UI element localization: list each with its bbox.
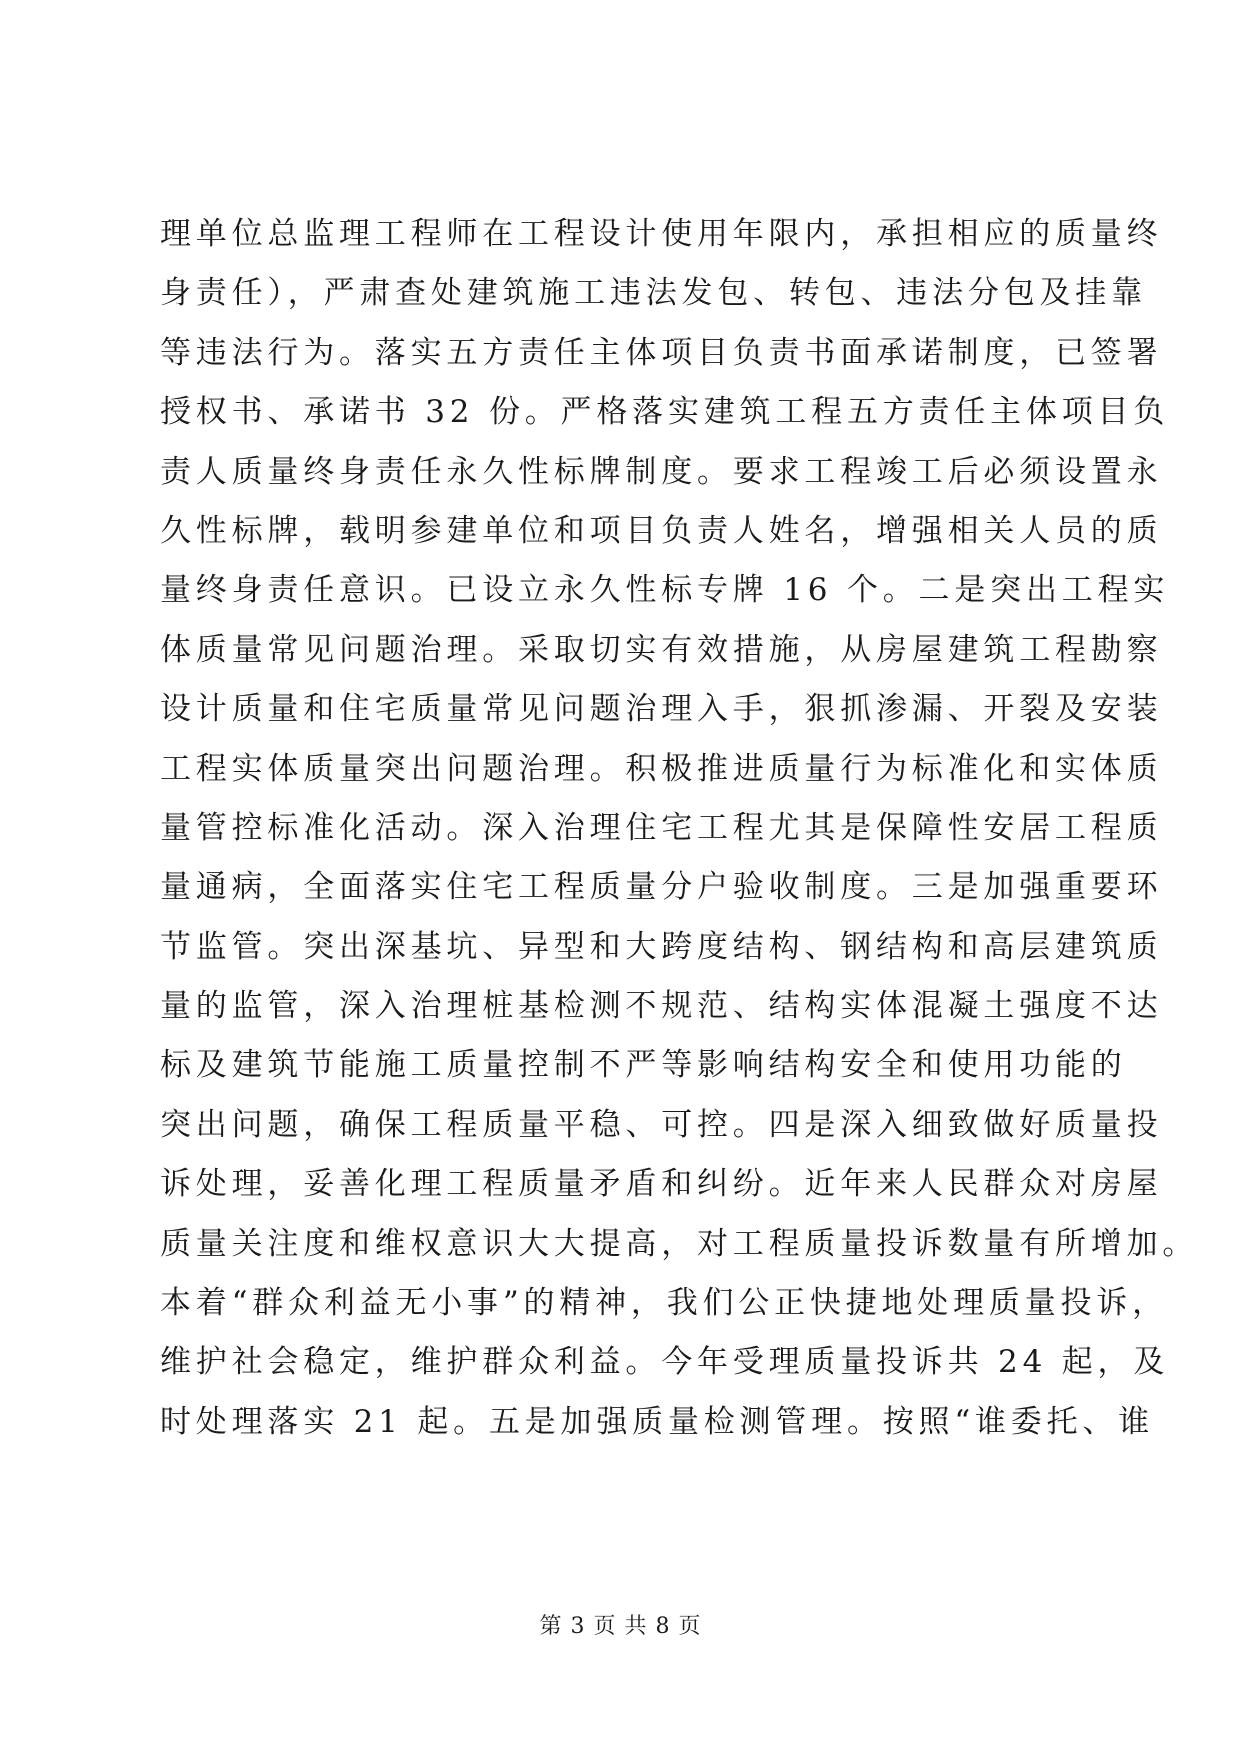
text-line: 突出问题，确保工程质量平稳、可控。四是深入细致做好质量投	[160, 1106, 1163, 1143]
text-line: 理单位总监理工程师在工程设计使用年限内，承担相应的质量终	[160, 216, 1163, 252]
text-line: 质量关注度和维权意识大大提高，对工程质量投诉数量有所增加。	[160, 1225, 1199, 1262]
text-line: 本着“群众利益无小事”的精神，我们公正快捷地处理质量投诉，	[160, 1285, 1168, 1322]
text-line: 设计质量和住宅质量常见问题治理入手，狠抓渗漏、开裂及安装	[160, 691, 1163, 728]
body-text	[160, 205, 1199, 1452]
text-line: 久性标牌，载明参建单位和项目负责人姓名，增强相关人员的质	[160, 512, 1163, 549]
text-line: 等违法行为。落实五方责任主体项目负责书面承诺制度，已签署	[160, 334, 1163, 371]
text-line: 诉处理，妥善化理工程质量矛盾和纠纷。近年来人民群众对房屋	[160, 1166, 1163, 1203]
text-line: 授权书、承诺书 32 份。严格落实建筑工程五方责任主体项目负	[160, 394, 1170, 431]
text-line: 工程实体质量突出问题治理。积极推进质量行为标准化和实体质	[160, 750, 1163, 787]
text-line: 责人质量终身责任永久性标牌制度。要求工程竣工后必须设置永	[160, 453, 1163, 490]
text-line: 时处理落实 21 起。五是加强质量检测管理。按照“谁委托、谁	[160, 1403, 1154, 1440]
text-line: 量通病，全面落实住宅工程质量分户验收制度。三是加强重要环	[160, 869, 1163, 906]
text-line: 量的监管，深入治理桩基检测不规范、结构实体混凝土强度不达	[160, 988, 1163, 1025]
text-line: 维护社会稳定，维护群众利益。今年受理质量投诉共 24 起，及	[160, 1344, 1170, 1381]
text-line: 体质量常见问题治理。采取切实有效措施，从房屋建筑工程勘察	[160, 631, 1163, 668]
text-line: 身责任），严肃查处建筑施工违法发包、转包、违法分包及挂靠	[160, 275, 1147, 312]
page-number: 第 3 页 共 8 页	[539, 1614, 702, 1639]
text-line: 节监管。突出深基坑、异型和大跨度结构、钢结构和高层建筑质	[160, 928, 1163, 965]
text-line: 量终身责任意识。已设立永久性标专牌 16 个。二是突出工程实	[160, 572, 1170, 609]
text-line: 标及建筑节能施工质量控制不严等影响结构安全和使用功能的	[160, 1047, 1127, 1084]
text-line: 量管控标准化活动。深入治理住宅工程尤其是保障性安居工程质	[160, 809, 1163, 846]
